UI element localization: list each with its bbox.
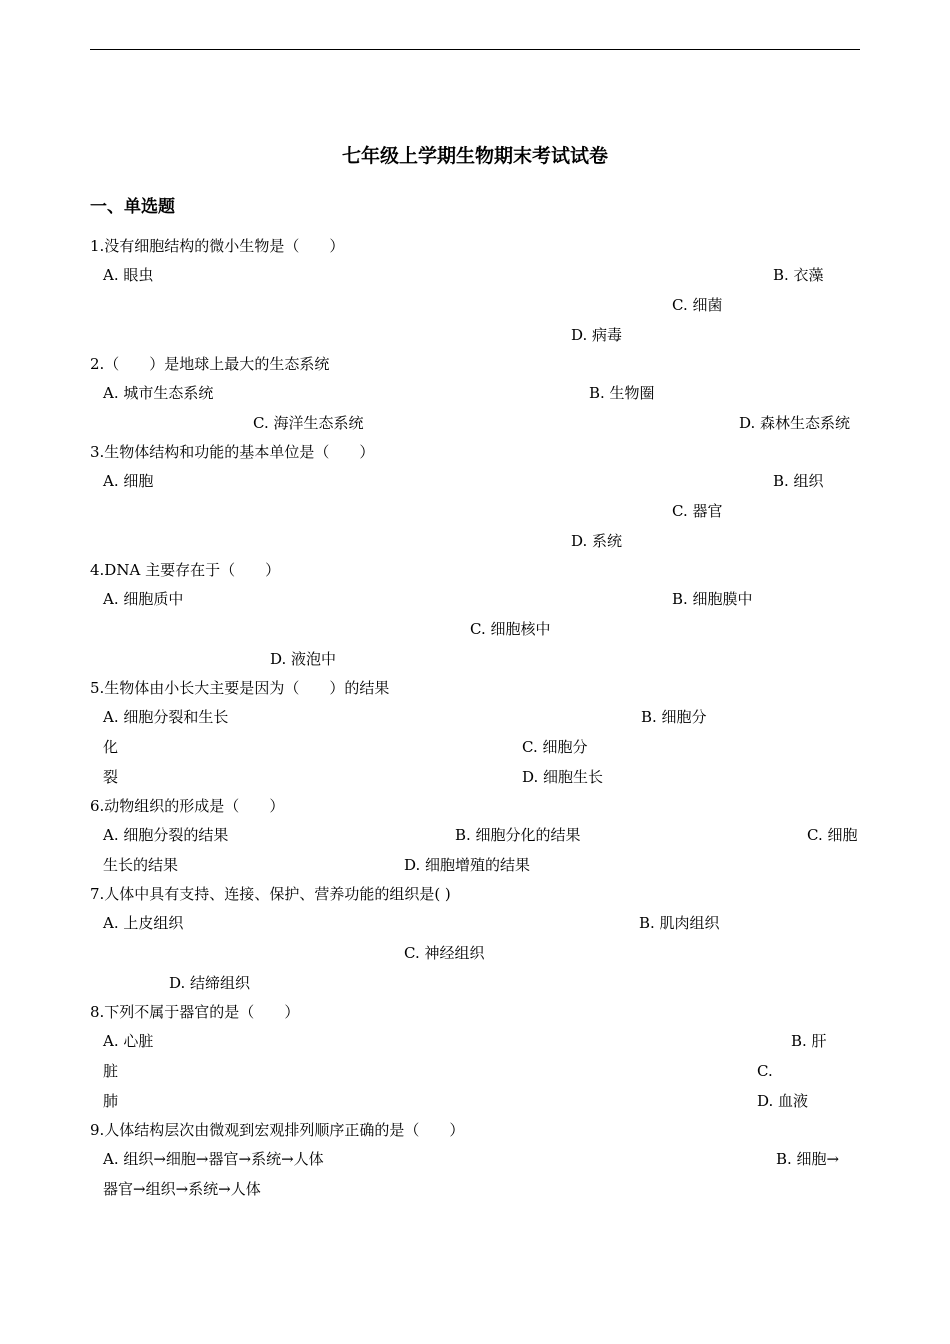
option-c-wrap[interactable]: 裂 [103, 768, 119, 786]
question-stem: 7.人体中具有支持、连接、保护、营养功能的组织是( ) [90, 885, 451, 903]
option-c-wrap[interactable]: 生长的结果 [103, 856, 179, 874]
option-a[interactable]: A. 细胞分裂和生长 [103, 708, 229, 726]
option-d[interactable]: D. 系统 [571, 532, 623, 550]
section-heading: 一、单选题 [90, 197, 175, 217]
option-c-wrap[interactable]: 肺 [103, 1092, 119, 1110]
option-b-wrap[interactable]: 化 [103, 738, 119, 756]
option-c[interactable]: C. 海洋生态系统 [253, 414, 364, 432]
option-d[interactable]: D. 血液 [757, 1092, 809, 1110]
question-stem: 1.没有细胞结构的微小生物是（ ） [90, 237, 345, 255]
option-a[interactable]: A. 城市生态系统 [103, 384, 214, 402]
option-b[interactable]: B. 肌肉组织 [639, 914, 720, 932]
option-c[interactable]: C. 神经组织 [404, 944, 485, 962]
option-c[interactable]: C. 细胞分 [522, 738, 588, 756]
option-b-wrap[interactable]: 器官→组织→系统→人体 [103, 1180, 261, 1198]
question-stem: 5.生物体由小长大主要是因为（ ）的结果 [90, 679, 390, 697]
question-stem: 6.动物组织的形成是（ ） [90, 797, 285, 815]
option-d[interactable]: D. 液泡中 [270, 650, 337, 668]
option-a[interactable]: A. 细胞质中 [103, 590, 184, 608]
option-b[interactable]: B. 组织 [773, 472, 824, 490]
option-a[interactable]: A. 细胞分裂的结果 [103, 826, 229, 844]
option-d[interactable]: D. 结缔组织 [169, 974, 251, 992]
option-c[interactable]: C. [757, 1062, 773, 1080]
option-c[interactable]: C. 细菌 [672, 296, 723, 314]
option-d[interactable]: D. 细胞生长 [522, 768, 604, 786]
option-b[interactable]: B. 肝 [791, 1032, 827, 1050]
option-d[interactable]: D. 细胞增殖的结果 [404, 856, 531, 874]
question-stem: 9.人体结构层次由微观到宏观排列顺序正确的是（ ） [90, 1121, 465, 1139]
question-stem: 8.下列不属于器官的是（ ） [90, 1003, 300, 1021]
option-c[interactable]: C. 细胞 [807, 826, 858, 844]
option-b[interactable]: B. 细胞分 [641, 708, 707, 726]
option-c[interactable]: C. 细胞核中 [470, 620, 551, 638]
option-b[interactable]: B. 细胞分化的结果 [455, 826, 581, 844]
question-stem: 3.生物体结构和功能的基本单位是（ ） [90, 443, 375, 461]
option-a[interactable]: A. 组织→细胞→器官→系统→人体 [103, 1150, 324, 1168]
page-title: 七年级上学期生物期末考试试卷 [341, 145, 608, 167]
option-d[interactable]: D. 森林生态系统 [739, 414, 851, 432]
header-rule [90, 49, 860, 50]
option-a[interactable]: A. 眼虫 [103, 266, 154, 284]
option-a[interactable]: A. 上皮组织 [103, 914, 184, 932]
option-d[interactable]: D. 病毒 [571, 326, 623, 344]
option-b[interactable]: B. 细胞→ [776, 1150, 840, 1168]
option-b[interactable]: B. 衣藻 [773, 266, 824, 284]
question-stem: 4.DNA 主要存在于（ ） [90, 561, 281, 579]
option-b[interactable]: B. 细胞膜中 [672, 590, 753, 608]
option-c[interactable]: C. 器官 [672, 502, 723, 520]
question-stem: 2.（ ）是地球上最大的生态系统 [90, 355, 330, 373]
option-b[interactable]: B. 生物圈 [589, 384, 655, 402]
option-a[interactable]: A. 心脏 [103, 1032, 154, 1050]
option-b-wrap[interactable]: 脏 [103, 1062, 119, 1080]
option-a[interactable]: A. 细胞 [103, 472, 154, 490]
